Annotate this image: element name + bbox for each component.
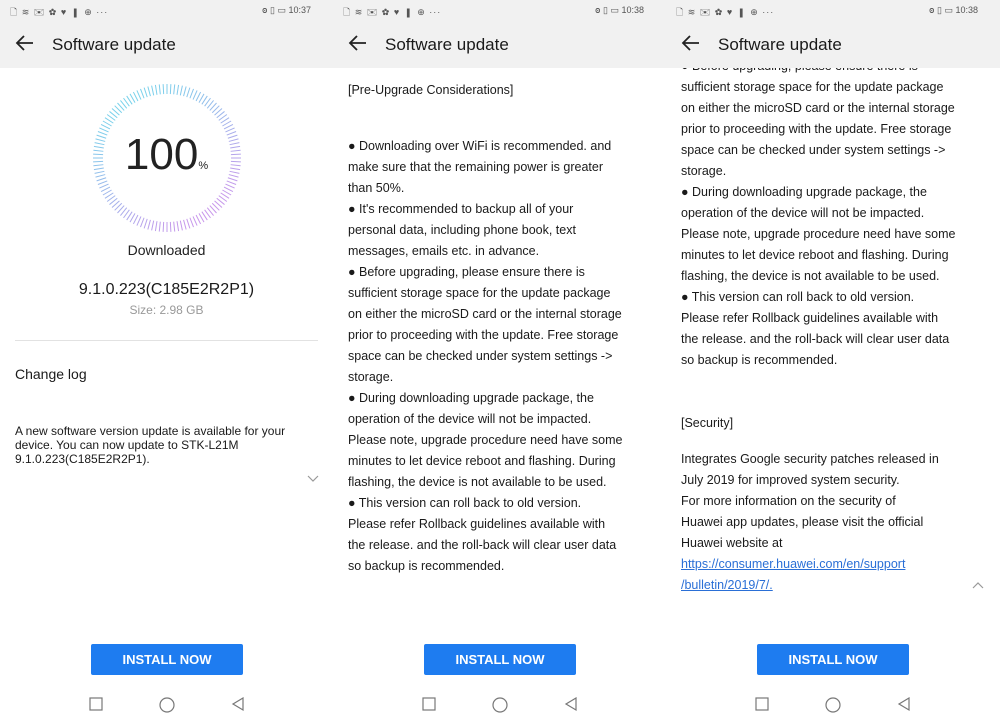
chevron-down-icon[interactable] bbox=[307, 475, 319, 483]
progress-tick bbox=[155, 221, 157, 231]
note-line: Please note, upgrade procedure need have some bbox=[348, 433, 623, 447]
note-line: so backup is recommended. bbox=[348, 559, 505, 573]
install-now-button[interactable]: INSTALL NOW bbox=[424, 644, 576, 675]
progress-tick bbox=[159, 84, 160, 94]
progress-tick bbox=[225, 184, 234, 188]
progress-tick bbox=[144, 88, 147, 98]
status-icons-right: ꙩ ▯ ▭ bbox=[594, 5, 619, 15]
progress-percent-value: 100 bbox=[124, 130, 199, 179]
home-icon[interactable] bbox=[158, 696, 176, 714]
release-notes-scrolled-screen bbox=[666, 0, 1000, 725]
progress-tick bbox=[99, 184, 108, 188]
note-line: ● Before upgrading, please ensure there is bbox=[348, 265, 585, 279]
note-line: storage. bbox=[348, 370, 394, 384]
note-line: operation of the device will not be impacted. bbox=[681, 206, 925, 220]
progress-tick bbox=[170, 84, 171, 94]
progress-tick bbox=[177, 85, 179, 95]
progress-tick bbox=[133, 215, 138, 224]
divider bbox=[15, 340, 318, 341]
security-heading: [Security] bbox=[681, 416, 734, 430]
note-line: so backup is recommended. bbox=[681, 353, 838, 367]
note-line: prior to proceeding with the update. Free storage bbox=[681, 122, 952, 136]
version-name: 9.1.0.223(C185E2R2P1) bbox=[78, 281, 255, 298]
pre-upgrade-notes bbox=[681, 56, 989, 371]
progress-tick bbox=[148, 220, 151, 230]
note-line: messages, emails etc. in advance. bbox=[348, 244, 540, 258]
status-icons-right: ꙩ ▯ ▭ bbox=[928, 5, 953, 15]
note-line: ● This version can roll back to old version. bbox=[348, 496, 582, 510]
note-line: Integrates Google security patches released in bbox=[681, 452, 939, 466]
note-line: For more information on the security of bbox=[681, 494, 896, 508]
note-line: ● This version can roll back to old version. bbox=[681, 290, 915, 304]
footer bbox=[0, 643, 333, 725]
pre-upgrade-heading: [Pre-Upgrade Considerations] bbox=[348, 83, 514, 97]
release-notes-content bbox=[681, 56, 989, 596]
recent-apps-icon[interactable] bbox=[754, 696, 770, 712]
progress-tick bbox=[140, 89, 144, 98]
package-size: Size: 2.98 GB bbox=[129, 303, 204, 317]
footer bbox=[666, 643, 1000, 725]
progress-tick bbox=[177, 221, 179, 231]
chevron-up-icon[interactable] bbox=[972, 581, 984, 589]
note-line: sufficient storage space for the update package bbox=[681, 80, 944, 94]
home-icon[interactable] bbox=[491, 696, 509, 714]
status-bar bbox=[333, 0, 666, 22]
back-icon[interactable] bbox=[896, 696, 912, 712]
page-title: Software update bbox=[385, 35, 509, 54]
progress-tick bbox=[155, 85, 157, 95]
note-line: space can be checked under system settings -> bbox=[348, 349, 613, 363]
recent-apps-icon[interactable] bbox=[88, 696, 104, 712]
progress-tick bbox=[190, 218, 194, 227]
pre-upgrade-notes bbox=[348, 136, 656, 577]
progress-tick bbox=[190, 89, 194, 98]
progress-tick bbox=[184, 87, 187, 97]
progress-tick bbox=[224, 187, 233, 192]
progress-tick bbox=[137, 90, 141, 99]
release-notes-screen bbox=[333, 0, 666, 725]
note-line: July 2019 for improved system security. bbox=[681, 473, 900, 487]
progress-tick bbox=[148, 87, 151, 97]
footer bbox=[333, 643, 666, 725]
progress-percent-unit: % bbox=[198, 160, 209, 172]
progress-tick bbox=[196, 215, 201, 224]
system-nav-bar bbox=[666, 696, 1000, 718]
download-status: Downloaded bbox=[127, 242, 206, 258]
note-line: storage. bbox=[681, 164, 727, 178]
download-progress-screen bbox=[0, 0, 333, 725]
progress-tick bbox=[101, 187, 110, 192]
note-line: flashing, the device is not available to be used. bbox=[681, 269, 940, 283]
app-bar bbox=[333, 22, 666, 68]
status-time: 10:37 bbox=[288, 5, 311, 15]
note-line: personal data, including phone book, text bbox=[348, 223, 576, 237]
progress-tick bbox=[159, 222, 160, 232]
progress-tick bbox=[180, 86, 182, 96]
progress-tick bbox=[227, 181, 236, 185]
progress-tick bbox=[163, 222, 164, 232]
progress-tick bbox=[152, 221, 154, 231]
status-bar bbox=[666, 0, 1000, 22]
note-line: Huawei app updates, please visit the official bbox=[681, 515, 924, 529]
note-line: on either the microSD card or the internal storage bbox=[348, 307, 622, 321]
install-now-button[interactable]: INSTALL NOW bbox=[757, 644, 909, 675]
back-arrow-icon[interactable] bbox=[680, 32, 702, 54]
note-line: minutes to let device reboot and flashing. During bbox=[348, 454, 616, 468]
note-line: flashing, the device is not available to be used. bbox=[348, 475, 607, 489]
back-icon[interactable] bbox=[230, 696, 246, 712]
progress-tick bbox=[98, 181, 107, 185]
note-line: Huawei website at bbox=[681, 536, 783, 550]
note-line: Please refer Rollback guidelines available with bbox=[348, 517, 606, 531]
home-icon[interactable] bbox=[824, 696, 842, 714]
page-title: Software update bbox=[718, 35, 842, 54]
back-arrow-icon[interactable] bbox=[347, 32, 369, 54]
status-time: 10:38 bbox=[955, 5, 978, 15]
app-bar bbox=[666, 22, 1000, 68]
progress-tick bbox=[170, 222, 171, 232]
progress-tick bbox=[174, 222, 175, 232]
note-line: than 50%. bbox=[348, 181, 405, 195]
system-nav-bar bbox=[0, 696, 333, 718]
install-now-button[interactable]: INSTALL NOW bbox=[91, 644, 243, 675]
back-icon[interactable] bbox=[563, 696, 579, 712]
app-bar bbox=[0, 22, 333, 68]
note-line: the release. and the roll-back will clear user data bbox=[348, 538, 617, 552]
link-line[interactable]: /bulletin/2019/7/. bbox=[681, 578, 773, 592]
status-bar bbox=[0, 0, 333, 22]
release-notes-content bbox=[348, 80, 656, 577]
progress-tick bbox=[184, 220, 187, 230]
status-icons-left: 🗋 ≋ ✉ ✿ ♥ ▮ ⊕ ··· bbox=[343, 7, 442, 17]
progress-tick bbox=[224, 124, 233, 129]
progress-tick bbox=[193, 90, 197, 99]
note-line: ● Downloading over WiFi is recommended. and bbox=[348, 139, 612, 153]
progress-tick bbox=[187, 88, 190, 98]
note-line: Please note, upgrade procedure need have some bbox=[681, 227, 956, 241]
note-line: ● During downloading upgrade package, the bbox=[348, 391, 594, 405]
progress-tick bbox=[140, 218, 144, 227]
progress-tick bbox=[101, 124, 110, 129]
progress-tick bbox=[193, 216, 197, 225]
page-title: Software update bbox=[52, 35, 176, 54]
progress-tick bbox=[152, 86, 154, 96]
progress-tick bbox=[174, 84, 175, 94]
note-line: sufficient storage space for the update package bbox=[348, 286, 611, 300]
note-line: minutes to let device reboot and flashing. During bbox=[681, 248, 949, 262]
back-arrow-icon[interactable] bbox=[14, 32, 36, 54]
progress-tick bbox=[196, 92, 201, 101]
status-icons-left: 🗋 ≋ ✉ ✿ ♥ ▮ ⊕ ··· bbox=[676, 7, 775, 17]
progress-tick bbox=[180, 221, 182, 231]
progress-tick bbox=[163, 84, 164, 94]
progress-tick bbox=[133, 92, 138, 101]
note-line: ● During downloading upgrade package, the bbox=[681, 185, 927, 199]
status-time: 10:38 bbox=[621, 5, 644, 15]
progress-percent bbox=[0, 130, 333, 180]
note-line: on either the microSD card or the internal storage bbox=[681, 101, 955, 115]
security-bulletin-link[interactable] bbox=[681, 554, 989, 596]
note-line: prior to proceeding with the update. Free storage bbox=[348, 328, 619, 342]
status-icons-right: ꙩ ▯ ▭ bbox=[261, 5, 286, 15]
changelog-summary: A new software version update is available for your device. You can now update to STK-L21M 9.1.0.223(C185E2R2P1). bbox=[15, 424, 286, 466]
progress-tick bbox=[144, 219, 147, 229]
note-line: make sure that the remaining power is greater bbox=[348, 160, 603, 174]
note-line: ● It's recommended to backup all of your bbox=[348, 202, 574, 216]
progress-tick bbox=[187, 219, 190, 229]
changelog-title: Change log bbox=[15, 366, 87, 382]
note-line: space can be checked under system settings -> bbox=[681, 143, 946, 157]
system-nav-bar bbox=[333, 696, 666, 718]
security-notes bbox=[681, 449, 989, 554]
note-line: the release. and the roll-back will clear user data bbox=[681, 332, 950, 346]
link-line[interactable]: https://consumer.huawei.com/en/support bbox=[681, 557, 906, 571]
note-line: operation of the device will not be impacted. bbox=[348, 412, 592, 426]
recent-apps-icon[interactable] bbox=[421, 696, 437, 712]
status-icons-left: 🗋 ≋ ✉ ✿ ♥ ▮ ⊕ ··· bbox=[10, 7, 109, 17]
progress-tick bbox=[137, 216, 141, 225]
note-line: Please refer Rollback guidelines available with bbox=[681, 311, 939, 325]
